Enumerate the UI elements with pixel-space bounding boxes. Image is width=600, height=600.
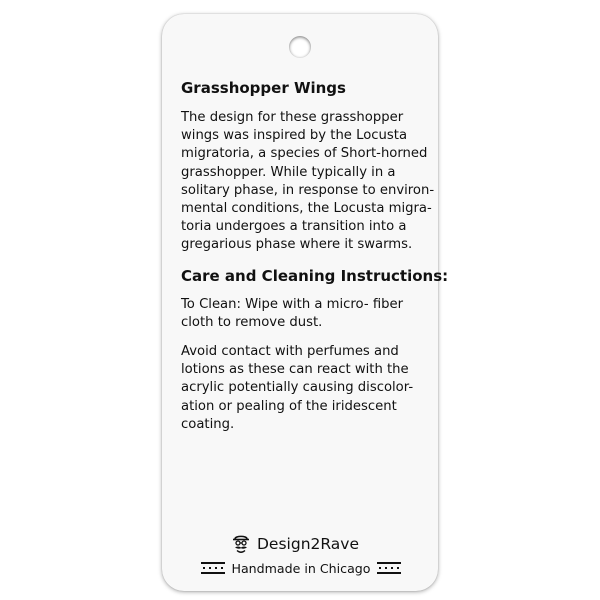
avoid-line: coating.: [181, 416, 235, 432]
clean-line: To Clean: Wipe with a micro- fiber: [181, 296, 404, 312]
avoid-line: lotions as these can react with the: [181, 362, 409, 378]
description-line: wings was inspired by the Locusta: [181, 128, 408, 144]
clean-paragraph: [181, 296, 431, 332]
care-heading: Care and Cleaning Instructions:: [181, 266, 449, 285]
description-paragraph: [181, 109, 435, 255]
chicago-flag-icon: [377, 562, 401, 574]
tag-title: Grasshopper Wings: [181, 79, 346, 97]
chicago-flag-icon: [201, 562, 225, 574]
avoid-line: Avoid contact with perfumes and: [181, 344, 399, 360]
description-line: grasshopper. While typically in a: [181, 164, 396, 180]
footer: [201, 559, 401, 577]
avoid-line: ation or pealing of the iridescent: [181, 398, 397, 414]
avoid-paragraph: [181, 343, 431, 434]
description-line: mental conditions, the Locusta migra-: [181, 201, 432, 217]
handmade-label: Handmade in Chicago: [231, 560, 371, 576]
description-line: migratoria, a species of Short-horned: [181, 146, 428, 162]
brand-name: Design2Rave: [257, 535, 360, 553]
description-line: solitary phase, in response to environ-: [181, 182, 435, 198]
tag-content: [181, 78, 449, 445]
brand-logo: [230, 531, 359, 557]
tag-hole: [289, 36, 311, 58]
avoid-line: acrylic potentially causing discolor-: [181, 380, 414, 396]
description-line: The design for these grasshopper: [181, 110, 404, 125]
description-line: gregarious phase where it swarms.: [181, 237, 413, 253]
clean-line: cloth to remove dust.: [181, 314, 323, 330]
description-line: toria undergoes a transition into a: [181, 219, 407, 235]
mustache-face-icon: [230, 533, 252, 555]
